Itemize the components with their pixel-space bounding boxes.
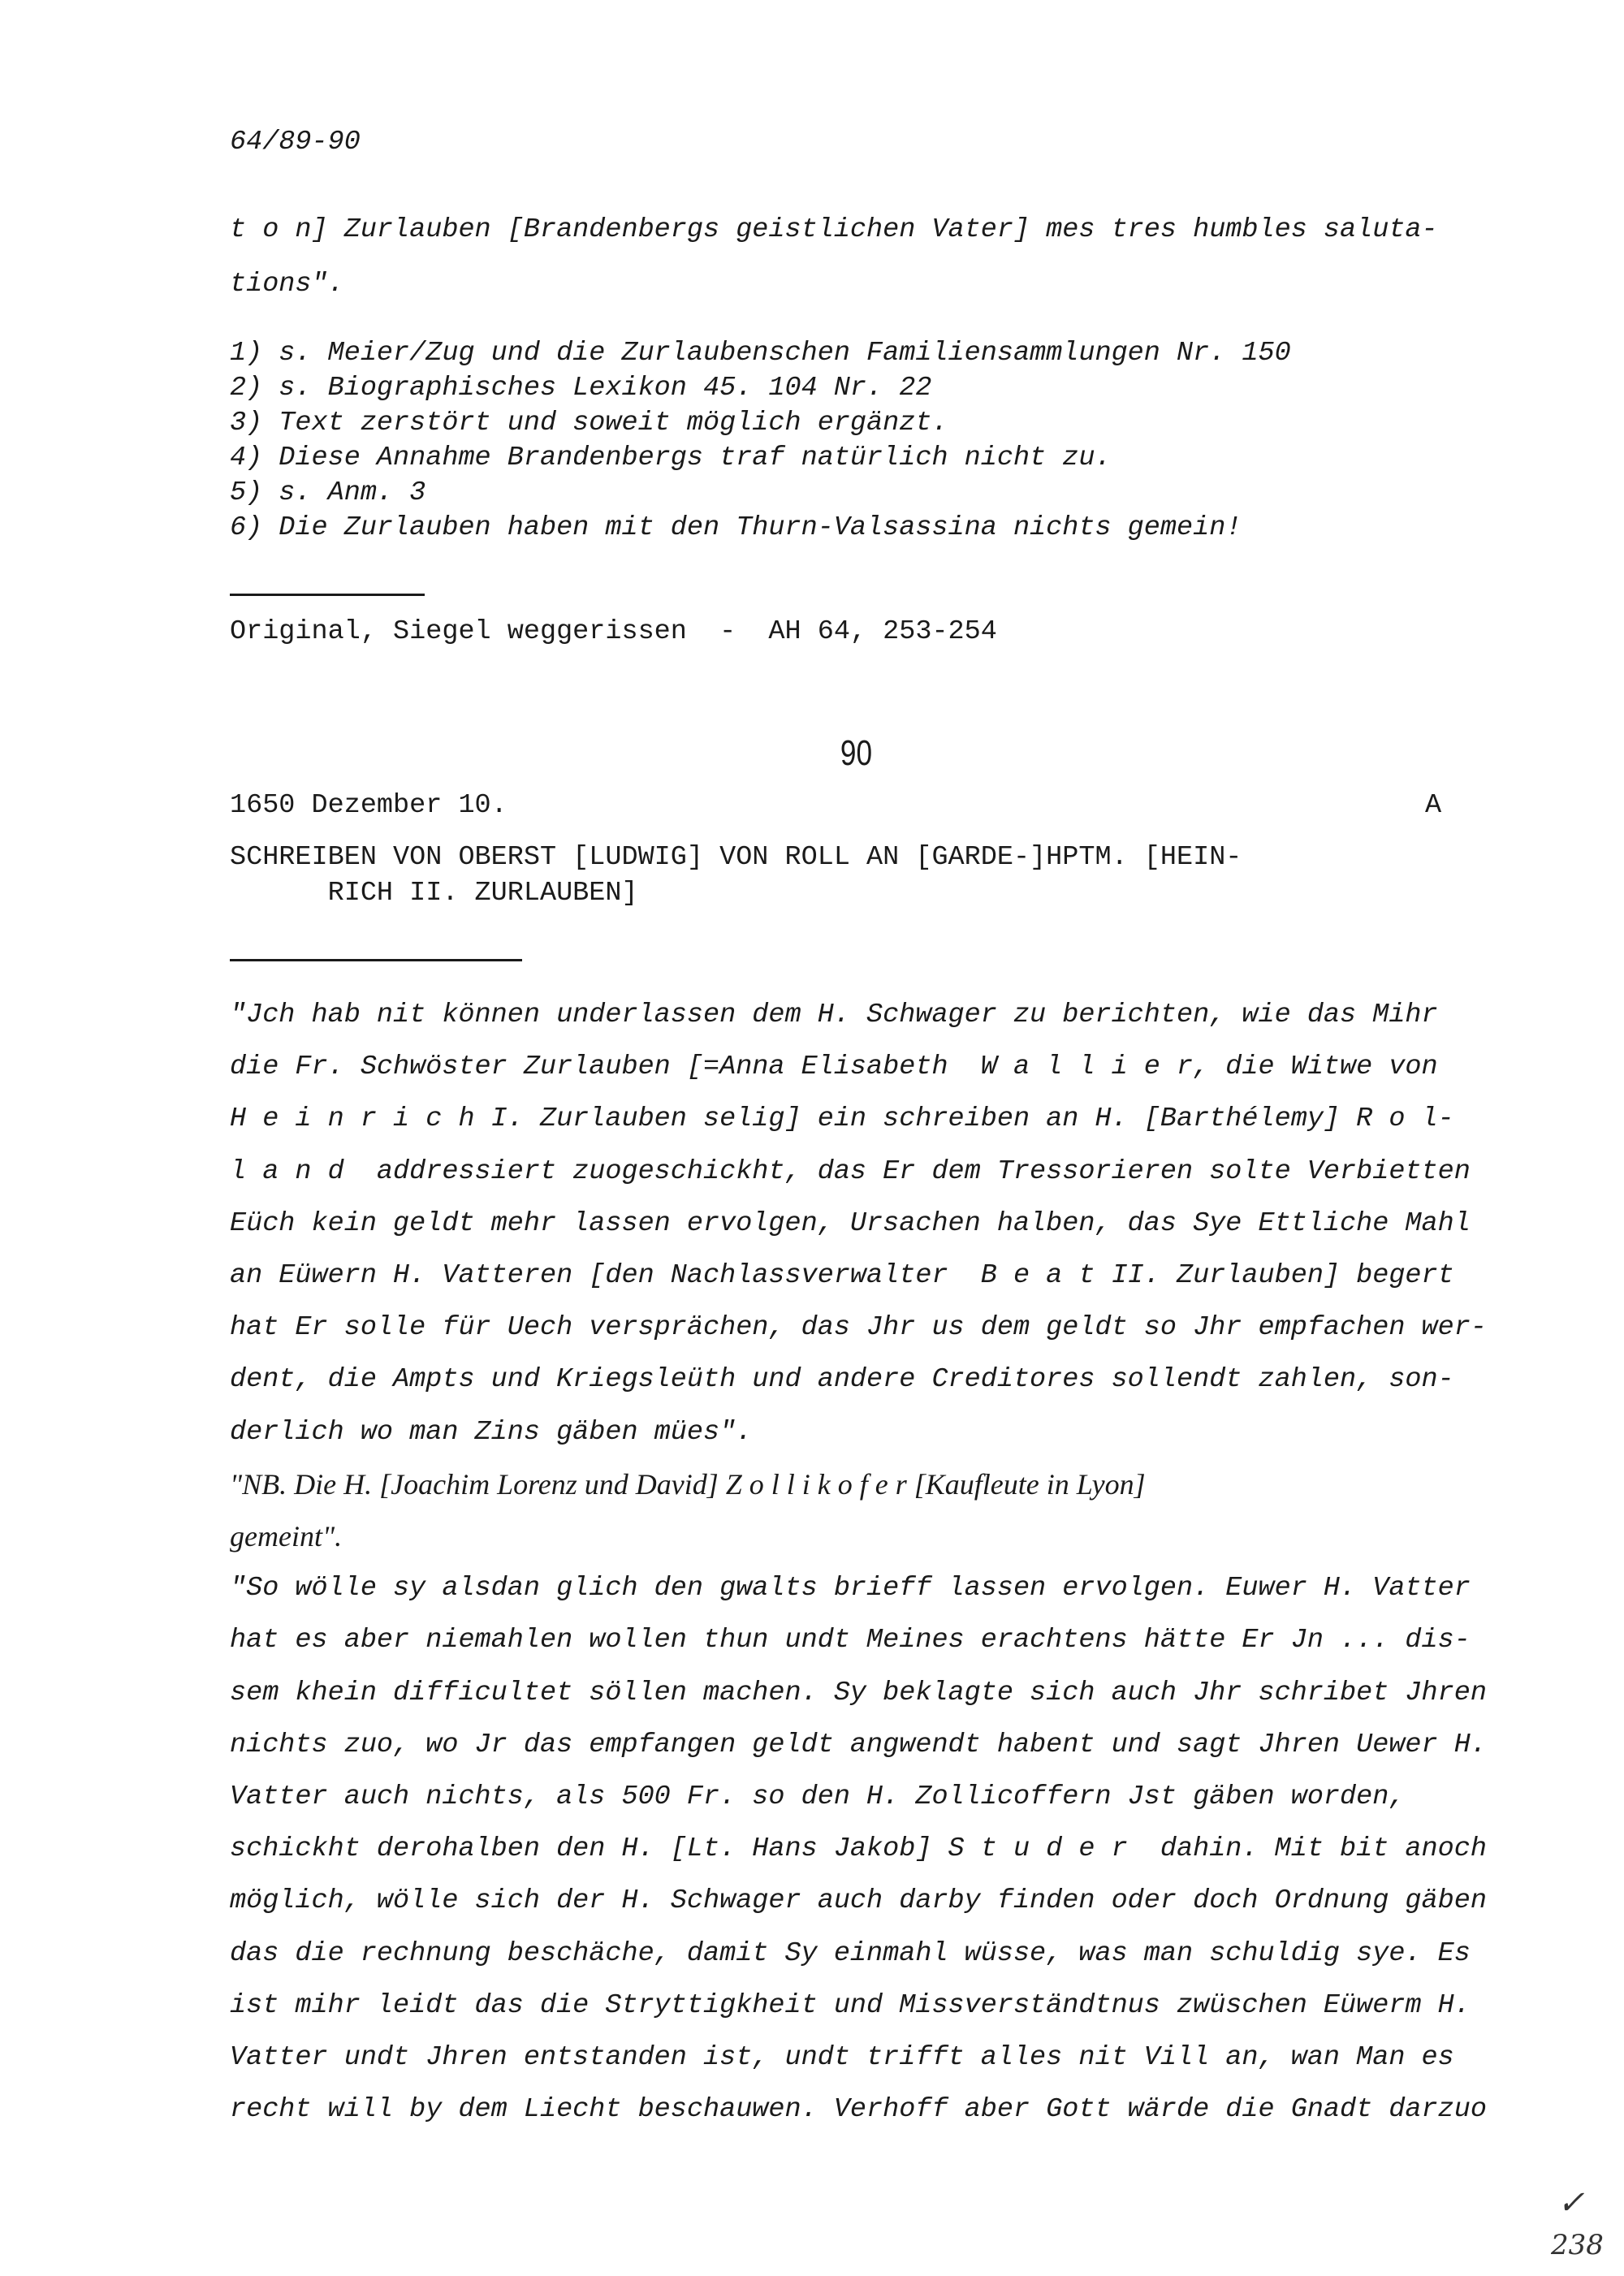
body-line: hat Er solle für Uech versprächen, das Jhr us dem geldt so Jhr empfachen wer- (230, 1312, 1487, 1344)
footnote: 1) s. Meier/Zug und die Zurlaubenschen Familiensammlungen Nr. 150 (230, 338, 1291, 369)
body-line: Eüch kein geldt mehr lassen ervolgen, Ursachen halben, das Sye Ettliche Mahl (230, 1207, 1471, 1239)
body-line: sem khein difficultet söllen machen. Sy beklagte sich auch Jhr schribet Jhren (230, 1677, 1487, 1708)
body-line: dent, die Ampts und Kriegsleüth und andere Creditores sollendt zahlen, son- (230, 1364, 1454, 1396)
page-reference: 64/89-90 (230, 127, 361, 158)
continuation-line: t o n] Zurlauben [Brandenbergs geistlichen Vater] mes tres humbles saluta- (230, 214, 1438, 245)
body-line: schickht derohalben den H. [Lt. Hans Jakob] S t u d e r dahin. Mit bit anoch (230, 1833, 1487, 1865)
document-number: 90 (840, 733, 873, 773)
body-line: gemeint". (230, 1520, 343, 1553)
separator-rule (230, 594, 425, 596)
body-line: "Jch hab nit können underlassen dem H. Schwager zu berichten, wie das Mihr (230, 1000, 1438, 1030)
body-line: hat es aber niemahlen wollen thun undt Meines erachtens hätte Er Jn ... dis- (230, 1625, 1471, 1656)
body-line: Vatter undt Jhren entstanden ist, undt trifft alles nit Vill an, wan Man es (230, 2042, 1454, 2073)
body-line: H e i n r i c h I. Zurlauben selig] ein schreiben an H. [Barthélemy] R o l- (230, 1103, 1454, 1135)
body-line: nichts zuo, wo Jr das empfangen geldt angwendt habent und sagt Jhren Uewer H. (230, 1729, 1487, 1760)
document-date: 1650 Dezember 10. (230, 790, 508, 821)
body-line: recht will by dem Liecht beschauwen. Verhoff aber Gott wärde die Gnadt darzuo (230, 2094, 1487, 2126)
continuation-line: tions". (230, 269, 344, 300)
document-letter: A (1425, 790, 1442, 821)
footnote: 2) s. Biographisches Lexikon 45. 104 Nr. 22 (230, 373, 932, 404)
body-line: Vatter auch nichts, als 500 Fr. so den H. Zollicoffern Jst gäben worden, (230, 1781, 1406, 1812)
handwritten-page-number: 238 (1551, 2229, 1604, 2261)
body-line: l a n d addressiert zuogeschickht, das Er dem Tressorieren solte Verbietten (230, 1155, 1471, 1187)
separator-rule (230, 959, 522, 961)
body-line: das die rechnung beschäche, damit Sy einmahl wüsse, was man schuldig sye. Es (230, 1937, 1471, 1969)
body-line: derlich wo man Zins gäben mües". (230, 1416, 753, 1448)
body-line: an Eüwern H. Vatteren [den Nachlassverwalter B e a t II. Zurlauben] begert (230, 1260, 1454, 1291)
body-line: möglich, wölle sich der H. Schwager auch darby finden oder doch Ordnung gäben (230, 1885, 1487, 1917)
source-note: Original, Siegel weggerissen - AH 64, 253-254 (230, 616, 997, 647)
body-line: "So wölle sy alsdan glich den gwalts brieff lassen ervolgen. Euwer H. Vatter (230, 1573, 1471, 1604)
footnote: 3) Text zerstört und soweit möglich ergänzt. (230, 408, 948, 438)
handwritten-check: ✓ (1557, 2184, 1585, 2222)
footnote: 4) Diese Annahme Brandenbergs traf natürlich nicht zu. (230, 443, 1112, 473)
body-line: "NB. Die H. [Joachim Lorenz und David] Z o l l i k o f e r [Kaufleute in Lyon] (230, 1467, 1146, 1501)
footnote: 5) s. Anm. 3 (230, 477, 426, 508)
document-title-line: RICH II. ZURLAUBEN] (230, 878, 638, 909)
footnote: 6) Die Zurlauben haben mit den Thurn-Valsassina nichts gemein! (230, 512, 1242, 543)
body-line: ist mihr leidt das die Stryttigkheit und Missverständtnus zwüschen Eüwerm H. (230, 1989, 1471, 2021)
document-title-line: SCHREIBEN VON OBERST [LUDWIG] VON ROLL AN [GARDE-]HPTM. [HEIN- (230, 842, 1242, 873)
body-line: die Fr. Schwöster Zurlauben [=Anna Elisabeth W a l l i e r, die Witwe von (230, 1052, 1438, 1083)
